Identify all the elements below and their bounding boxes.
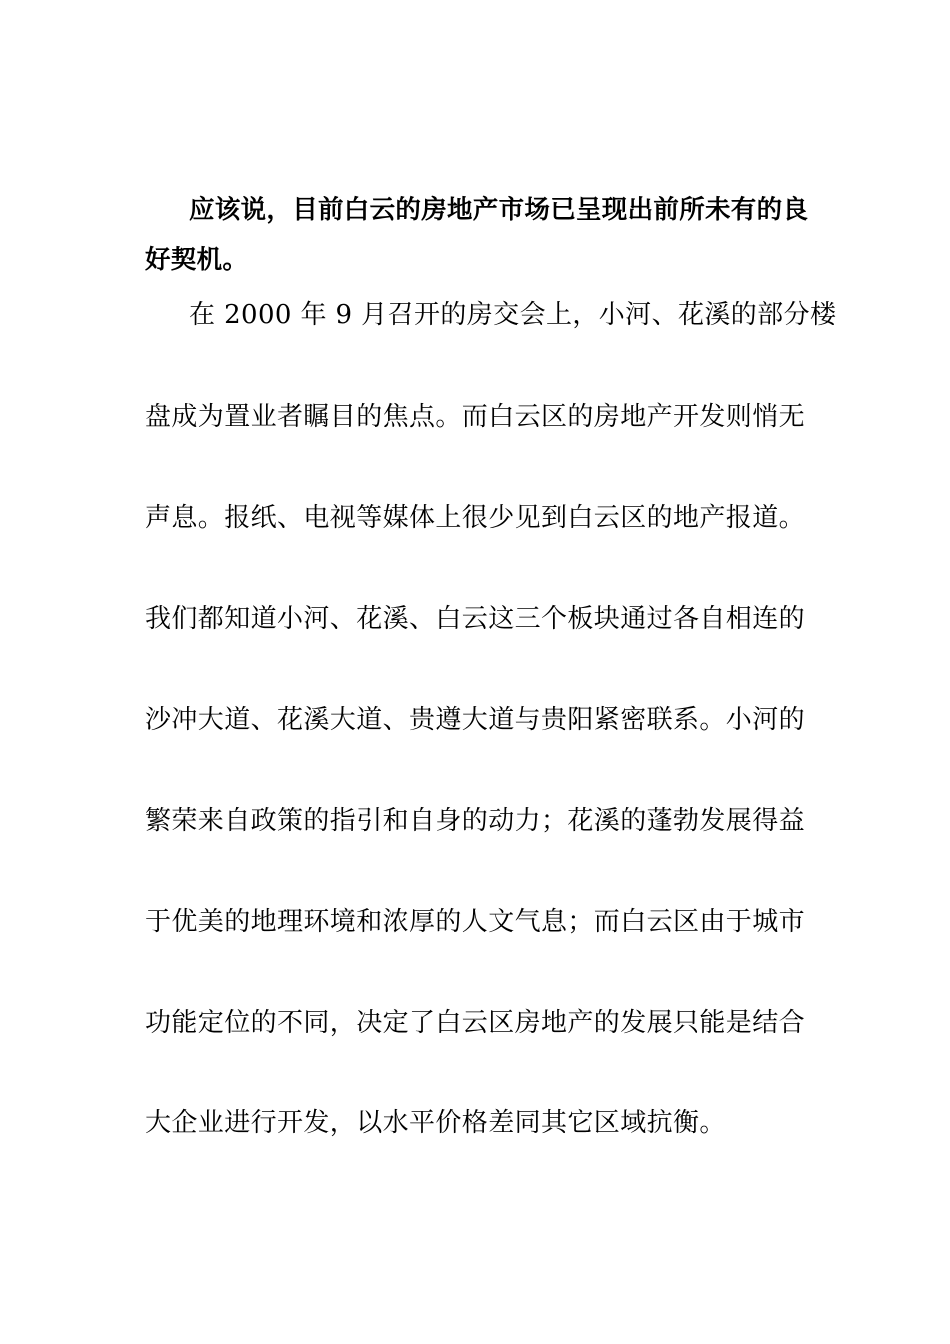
body-paragraph-line-4: 我们都知道小河、花溪、白云这三个板块通过各自相连的 (145, 604, 806, 634)
body-paragraph-line-9: 大企业进行开发，以水平价格差同其它区域抗衡。 (145, 1108, 726, 1138)
heading-paragraph-line-2: 好契机。 (145, 245, 249, 275)
body-paragraph-line-3: 声息。报纸、电视等媒体上很少见到白云区的地产报道。 (145, 503, 806, 533)
heading-paragraph-line-1: 应该说，目前白云的房地产市场已呈现出前所未有的良 (189, 195, 809, 225)
body-paragraph-line-6: 繁荣来自政策的指引和自身的动力；花溪的蓬勃发展得益 (145, 806, 806, 836)
body-paragraph-line-1: 在 2000 年 9 月召开的房交会上，小河、花溪的部分楼 (189, 300, 837, 330)
body-paragraph-line-8: 功能定位的不同，决定了白云区房地产的发展只能是结合 (145, 1008, 806, 1038)
body-paragraph-line-2: 盘成为置业者瞩目的焦点。而白云区的房地产开发则悄无 (145, 402, 806, 432)
body-paragraph-line-7: 于优美的地理环境和浓厚的人文气息；而白云区由于城市 (145, 907, 806, 937)
body-paragraph-line-5: 沙冲大道、花溪大道、贵遵大道与贵阳紧密联系。小河的 (145, 705, 806, 735)
